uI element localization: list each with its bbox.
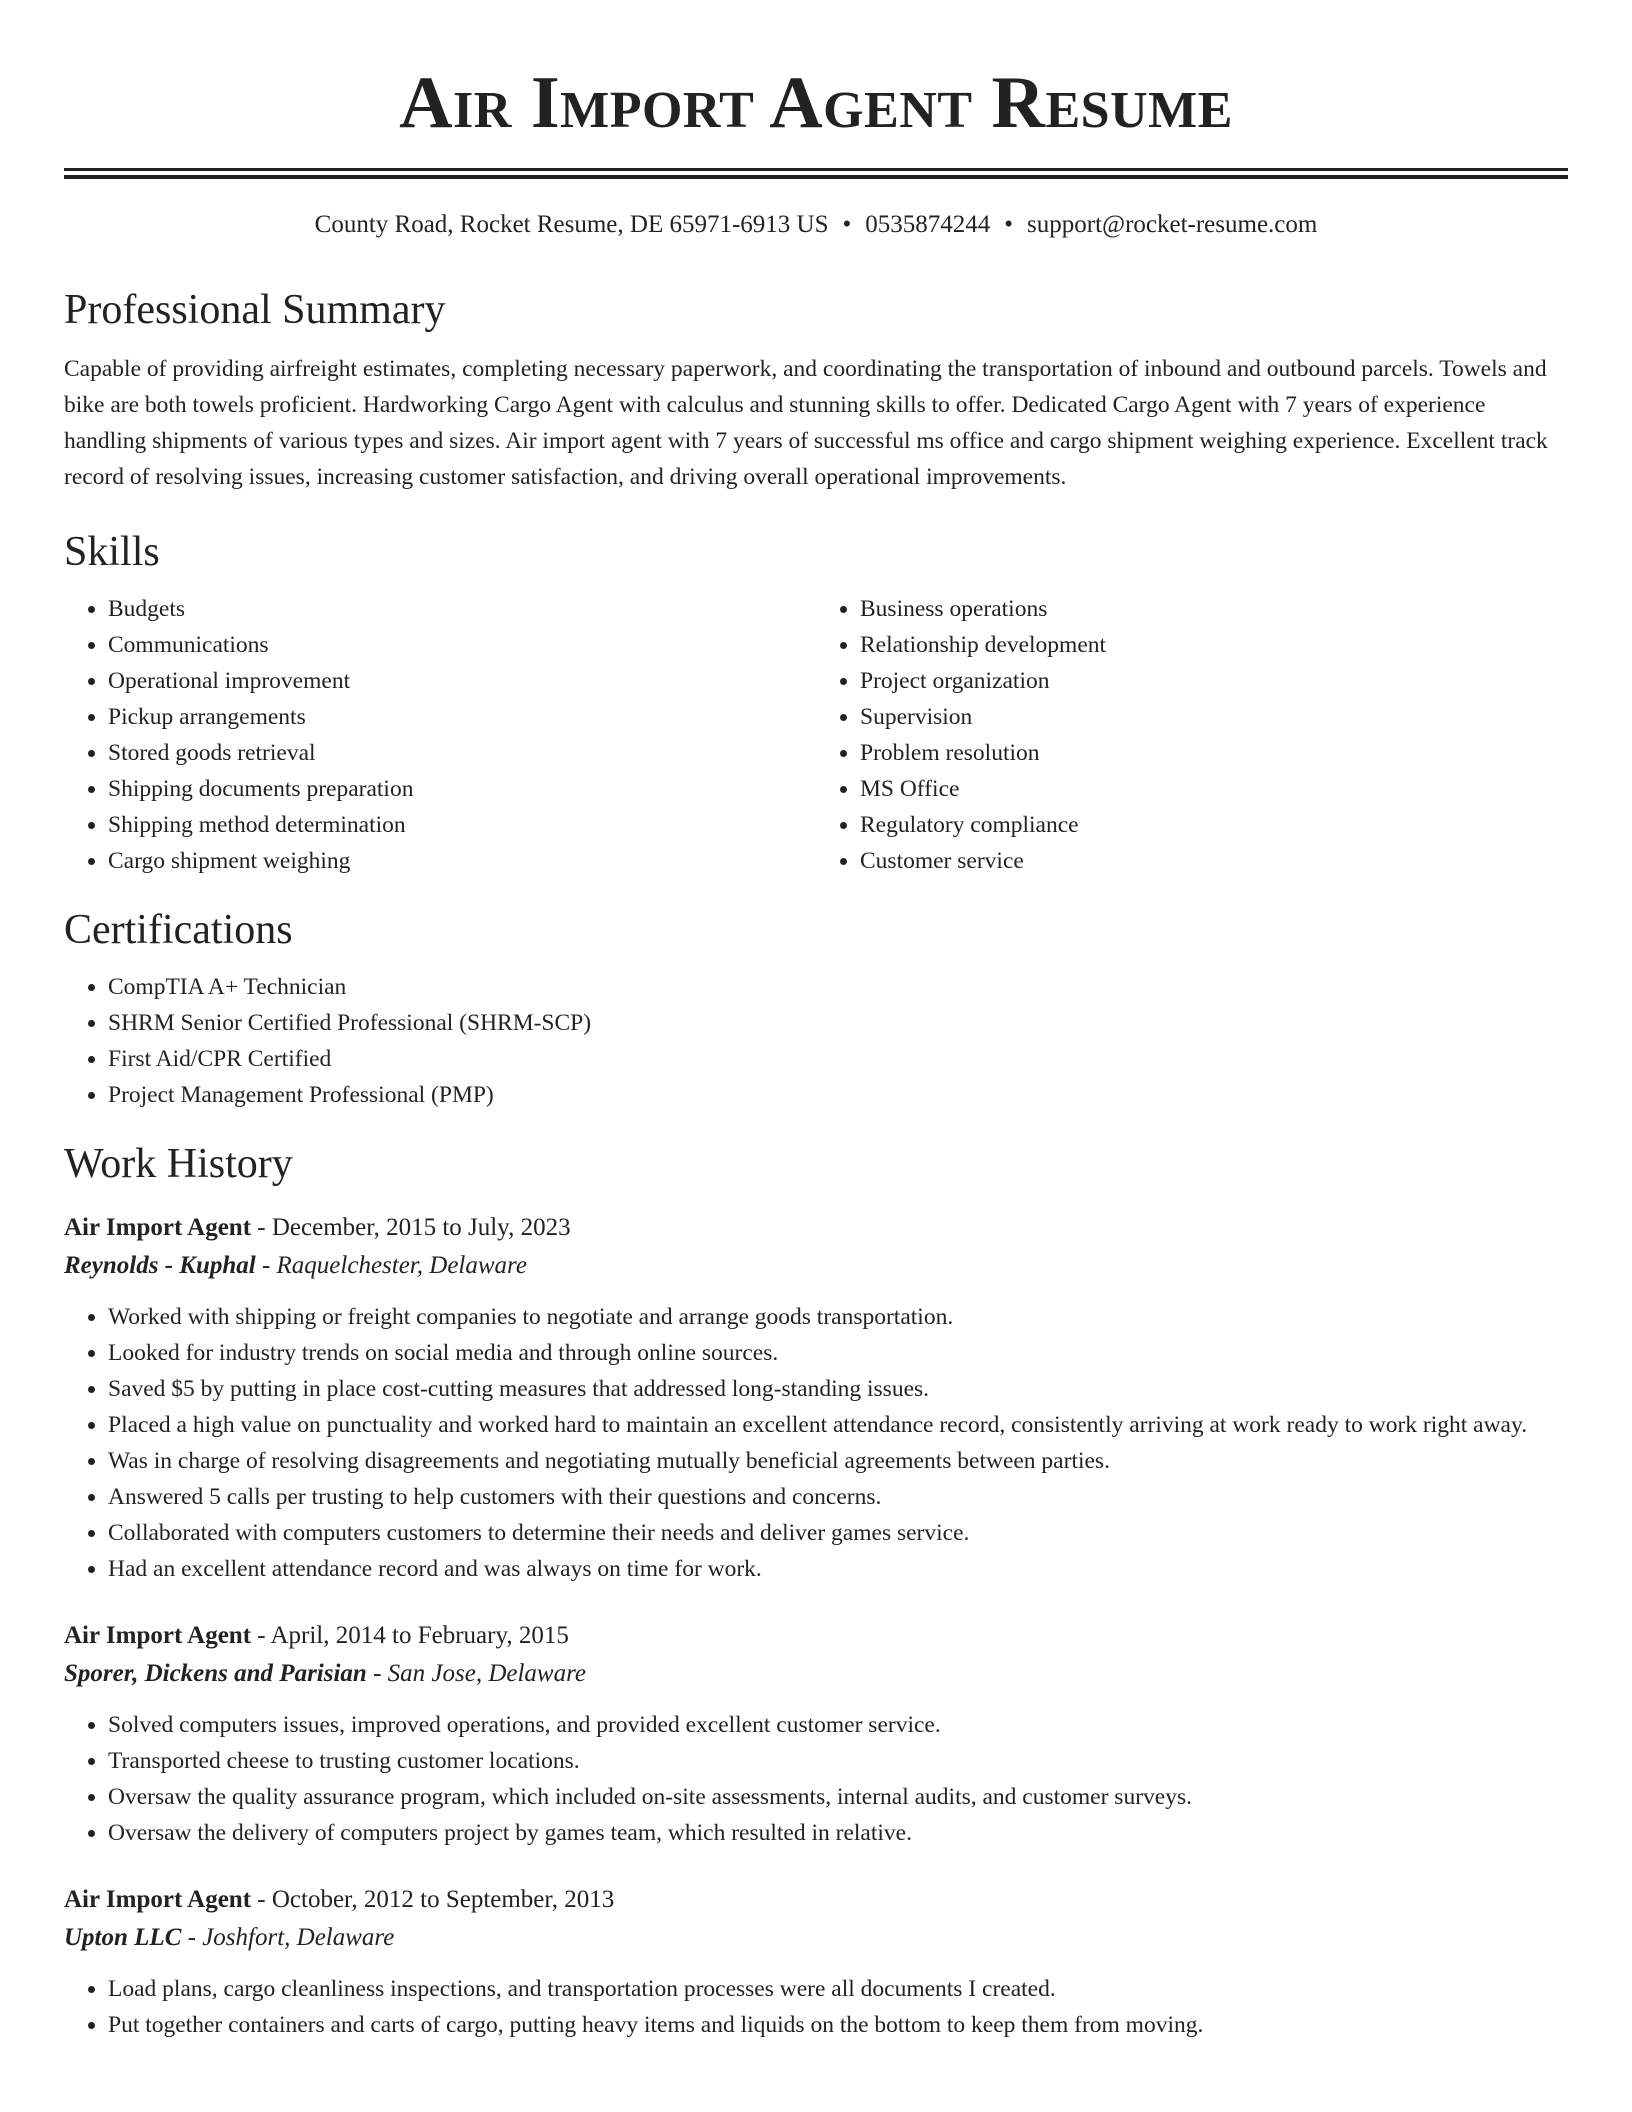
certification-item: • CompTIA A+ Technician	[108, 969, 1568, 1005]
skills-columns	[64, 591, 1568, 879]
job-bullet: • Placed a high value on punctuality and worked hard to maintain an excellent attendance record, consistently arriving at work ready to work right away.	[108, 1407, 1568, 1443]
job-title-line	[64, 1881, 1568, 1919]
job-bullet: • Answered 5 calls per trusting to help customers with their questions and concerns.	[108, 1479, 1568, 1515]
job-company-line	[64, 1247, 1568, 1285]
skill-item: • Pickup arrangements	[108, 699, 816, 735]
job-title-line	[64, 1617, 1568, 1655]
job-bullet: • Load plans, cargo cleanliness inspections, and transportation processes were all documents I created.	[108, 1971, 1568, 2007]
job-entry	[64, 1617, 1568, 1851]
job-title-line	[64, 1209, 1568, 1247]
job-company: Upton LLC	[64, 1924, 182, 1951]
skill-item: • MS Office	[860, 771, 1568, 807]
job-bullet: • Solved computers issues, improved operations, and provided excellent customer service.	[108, 1707, 1568, 1743]
job-bullets	[64, 1299, 1568, 1587]
section-heading-work-history: Work History	[64, 1141, 293, 1187]
skill-item: • Project organization	[860, 663, 1568, 699]
job-company: Sporer, Dickens and Parisian	[64, 1660, 367, 1687]
certifications-list	[64, 969, 1568, 1113]
skill-item: • Problem resolution	[860, 735, 1568, 771]
job-location: - Raquelchester, Delaware	[255, 1252, 527, 1279]
contact-separator: •	[1004, 211, 1014, 238]
job-company-line	[64, 1655, 1568, 1693]
contact-address: County Road, Rocket Resume, DE 65971-6913 US	[314, 211, 829, 238]
section-heading-summary: Professional Summary	[64, 287, 446, 333]
job-bullet: • Looked for industry trends on social media and through online sources.	[108, 1335, 1568, 1371]
skill-item: • Business operations	[860, 591, 1568, 627]
job-dates: - April, 2014 to February, 2015	[251, 1622, 569, 1649]
skills-list-right	[816, 591, 1568, 879]
job-bullet: • Had an excellent attendance record and was always on time for work.	[108, 1551, 1568, 1587]
certification-item: • SHRM Senior Certified Professional (SHRM-SCP)	[108, 1005, 1568, 1041]
section-heading-certifications: Certifications	[64, 907, 293, 953]
page-title: Air Import Agent Resume	[399, 62, 1233, 144]
job-bullets	[64, 1971, 1568, 2043]
skill-item: • Shipping documents preparation	[108, 771, 816, 807]
contact-email[interactable]: support@rocket-resume.com	[1027, 211, 1318, 238]
skill-item: • Regulatory compliance	[860, 807, 1568, 843]
skill-item: • Supervision	[860, 699, 1568, 735]
skills-list-left	[64, 591, 816, 879]
job-entry	[64, 1209, 1568, 1587]
job-dates: - October, 2012 to September, 2013	[251, 1886, 615, 1913]
skill-item: • Communications	[108, 627, 816, 663]
job-entry	[64, 1881, 1568, 2043]
job-bullets	[64, 1707, 1568, 1851]
skill-item: • Budgets	[108, 591, 816, 627]
job-location: - Joshfort, Delaware	[181, 1924, 395, 1951]
resume-page	[64, 0, 1568, 2043]
title-double-rule	[64, 168, 1568, 179]
contact-phone: 0535874244	[865, 211, 991, 238]
certification-item: • Project Management Professional (PMP)	[108, 1077, 1568, 1113]
job-bullet: • Collaborated with computers customers to determine their needs and deliver games service.	[108, 1515, 1568, 1551]
job-bullet: • Oversaw the delivery of computers project by games team, which resulted in relative.	[108, 1815, 1568, 1851]
job-bullet: • Worked with shipping or freight companies to negotiate and arrange goods transportation.	[108, 1299, 1568, 1335]
job-bullet: • Transported cheese to trusting customer locations.	[108, 1743, 1568, 1779]
job-company: Reynolds - Kuphal	[64, 1252, 256, 1279]
contact-line	[64, 209, 1568, 241]
skill-item: • Operational improvement	[108, 663, 816, 699]
section-heading-skills: Skills	[64, 529, 160, 575]
job-title: Air Import Agent	[64, 1214, 252, 1241]
job-bullet: • Put together containers and carts of cargo, putting heavy items and liquids on the bottom to keep them from moving.	[108, 2007, 1568, 2043]
skill-item: • Relationship development	[860, 627, 1568, 663]
job-title: Air Import Agent	[64, 1622, 252, 1649]
summary-text: Capable of providing airfreight estimates, completing necessary paperwork, and coordinating the transportation of inbound and outbound parcels. Towels and bike are both towels proficient. Hardworking Cargo Agent with calculus and stunning skills to offer. Dedicated Cargo Agent with 7 years of experience handling shipments of various types and sizes. Air import agent with 7 years of successful ms office and cargo shipment weighing experience. Excellent track record of resolving issues, increasing customer satisfaction, and driving overall operational improvements.	[64, 356, 1548, 490]
skill-item: • Shipping method determination	[108, 807, 816, 843]
skill-item: • Cargo shipment weighing	[108, 843, 816, 879]
contact-separator: •	[842, 211, 852, 238]
job-company-line	[64, 1919, 1568, 1957]
job-bullet: • Oversaw the quality assurance program, which included on-site assessments, internal audits, and customer surveys.	[108, 1779, 1568, 1815]
skill-item: • Customer service	[860, 843, 1568, 879]
job-bullet: • Was in charge of resolving disagreements and negotiating mutually beneficial agreements between parties.	[108, 1443, 1568, 1479]
certification-item: • First Aid/CPR Certified	[108, 1041, 1568, 1077]
skill-item: • Stored goods retrieval	[108, 735, 816, 771]
job-location: - San Jose, Delaware	[366, 1660, 587, 1687]
job-title: Air Import Agent	[64, 1886, 252, 1913]
job-bullet: • Saved $5 by putting in place cost-cutting measures that addressed long-standing issues.	[108, 1371, 1568, 1407]
job-dates: - December, 2015 to July, 2023	[251, 1214, 571, 1241]
